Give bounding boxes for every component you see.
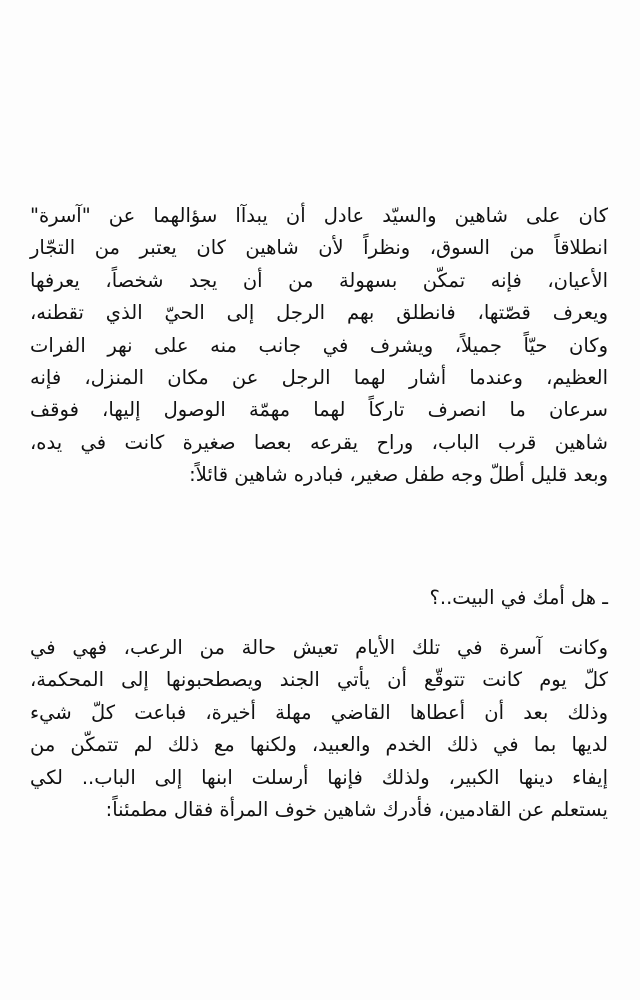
paragraph-search-for-asira xyxy=(30,200,608,492)
text-line: العظيم، وعندما أشار لهما الرجل عن مكان المنزل، فإنه xyxy=(30,366,608,390)
dialogue-line xyxy=(30,582,608,614)
text-line: الأعيان، فإنه تمكّن بسهولة من أن يجد شخصاً، يعرفها xyxy=(30,268,608,292)
paragraph-asira-fear xyxy=(30,632,608,826)
text-line: سرعان ما انصرف تاركاً لهما مهمّة الوصول إليها، فوقف xyxy=(30,398,608,422)
text-line: وكانت آسرة في تلك الأيام تعيش حالة من الرعب، فهي في xyxy=(30,636,608,659)
text-line: إيفاء دينها الكبير، ولذلك فإنها أرسلت ابنها إلى الباب.. لكي xyxy=(30,765,608,789)
text-line: وكان حيّاً جميلاً، ويشرف في جانب منه على نهر الفرات xyxy=(30,333,608,357)
text-line: لديها بما في ذلك الخدم والعبيد، ولكنها مع ذلك لم تتمكّن من xyxy=(30,733,608,757)
text-line: شاهين قرب الباب، وراح يقرعه بعصا صغيرة كانت في يده، xyxy=(30,430,608,454)
text-line: وذلك بعد أن أعطاها القاضي مهلة أخيرة، فباعت كلّ شيء xyxy=(30,700,608,724)
text-line: يستعلم عن القادمين، فأدرك شاهين خوف المرأة فقال مطمئناً: xyxy=(105,798,608,822)
text-line: ويعرف قصّتها، فانطلق بهم الرجل إلى الحيّ الذي تقطنه، xyxy=(30,301,608,325)
text-line: وبعد قليل أطلّ وجه طفل صغير، فبادره شاهين قائلاً: xyxy=(189,463,608,487)
text-line: كلّ يوم كانت تتوقّع أن يأتي الجند ويصطحبونها إلى المحكمة، xyxy=(30,668,608,692)
text-line: ـ هل أمك في البيت..؟ xyxy=(429,586,608,609)
text-line: انطلاقاً من السوق، ونظراً لأن شاهين كان يعتبر من التجّار xyxy=(30,236,608,260)
text-line: كان على شاهين والسيّد عادل أن يبدآا سؤالهما عن "آسرة" xyxy=(30,204,608,227)
